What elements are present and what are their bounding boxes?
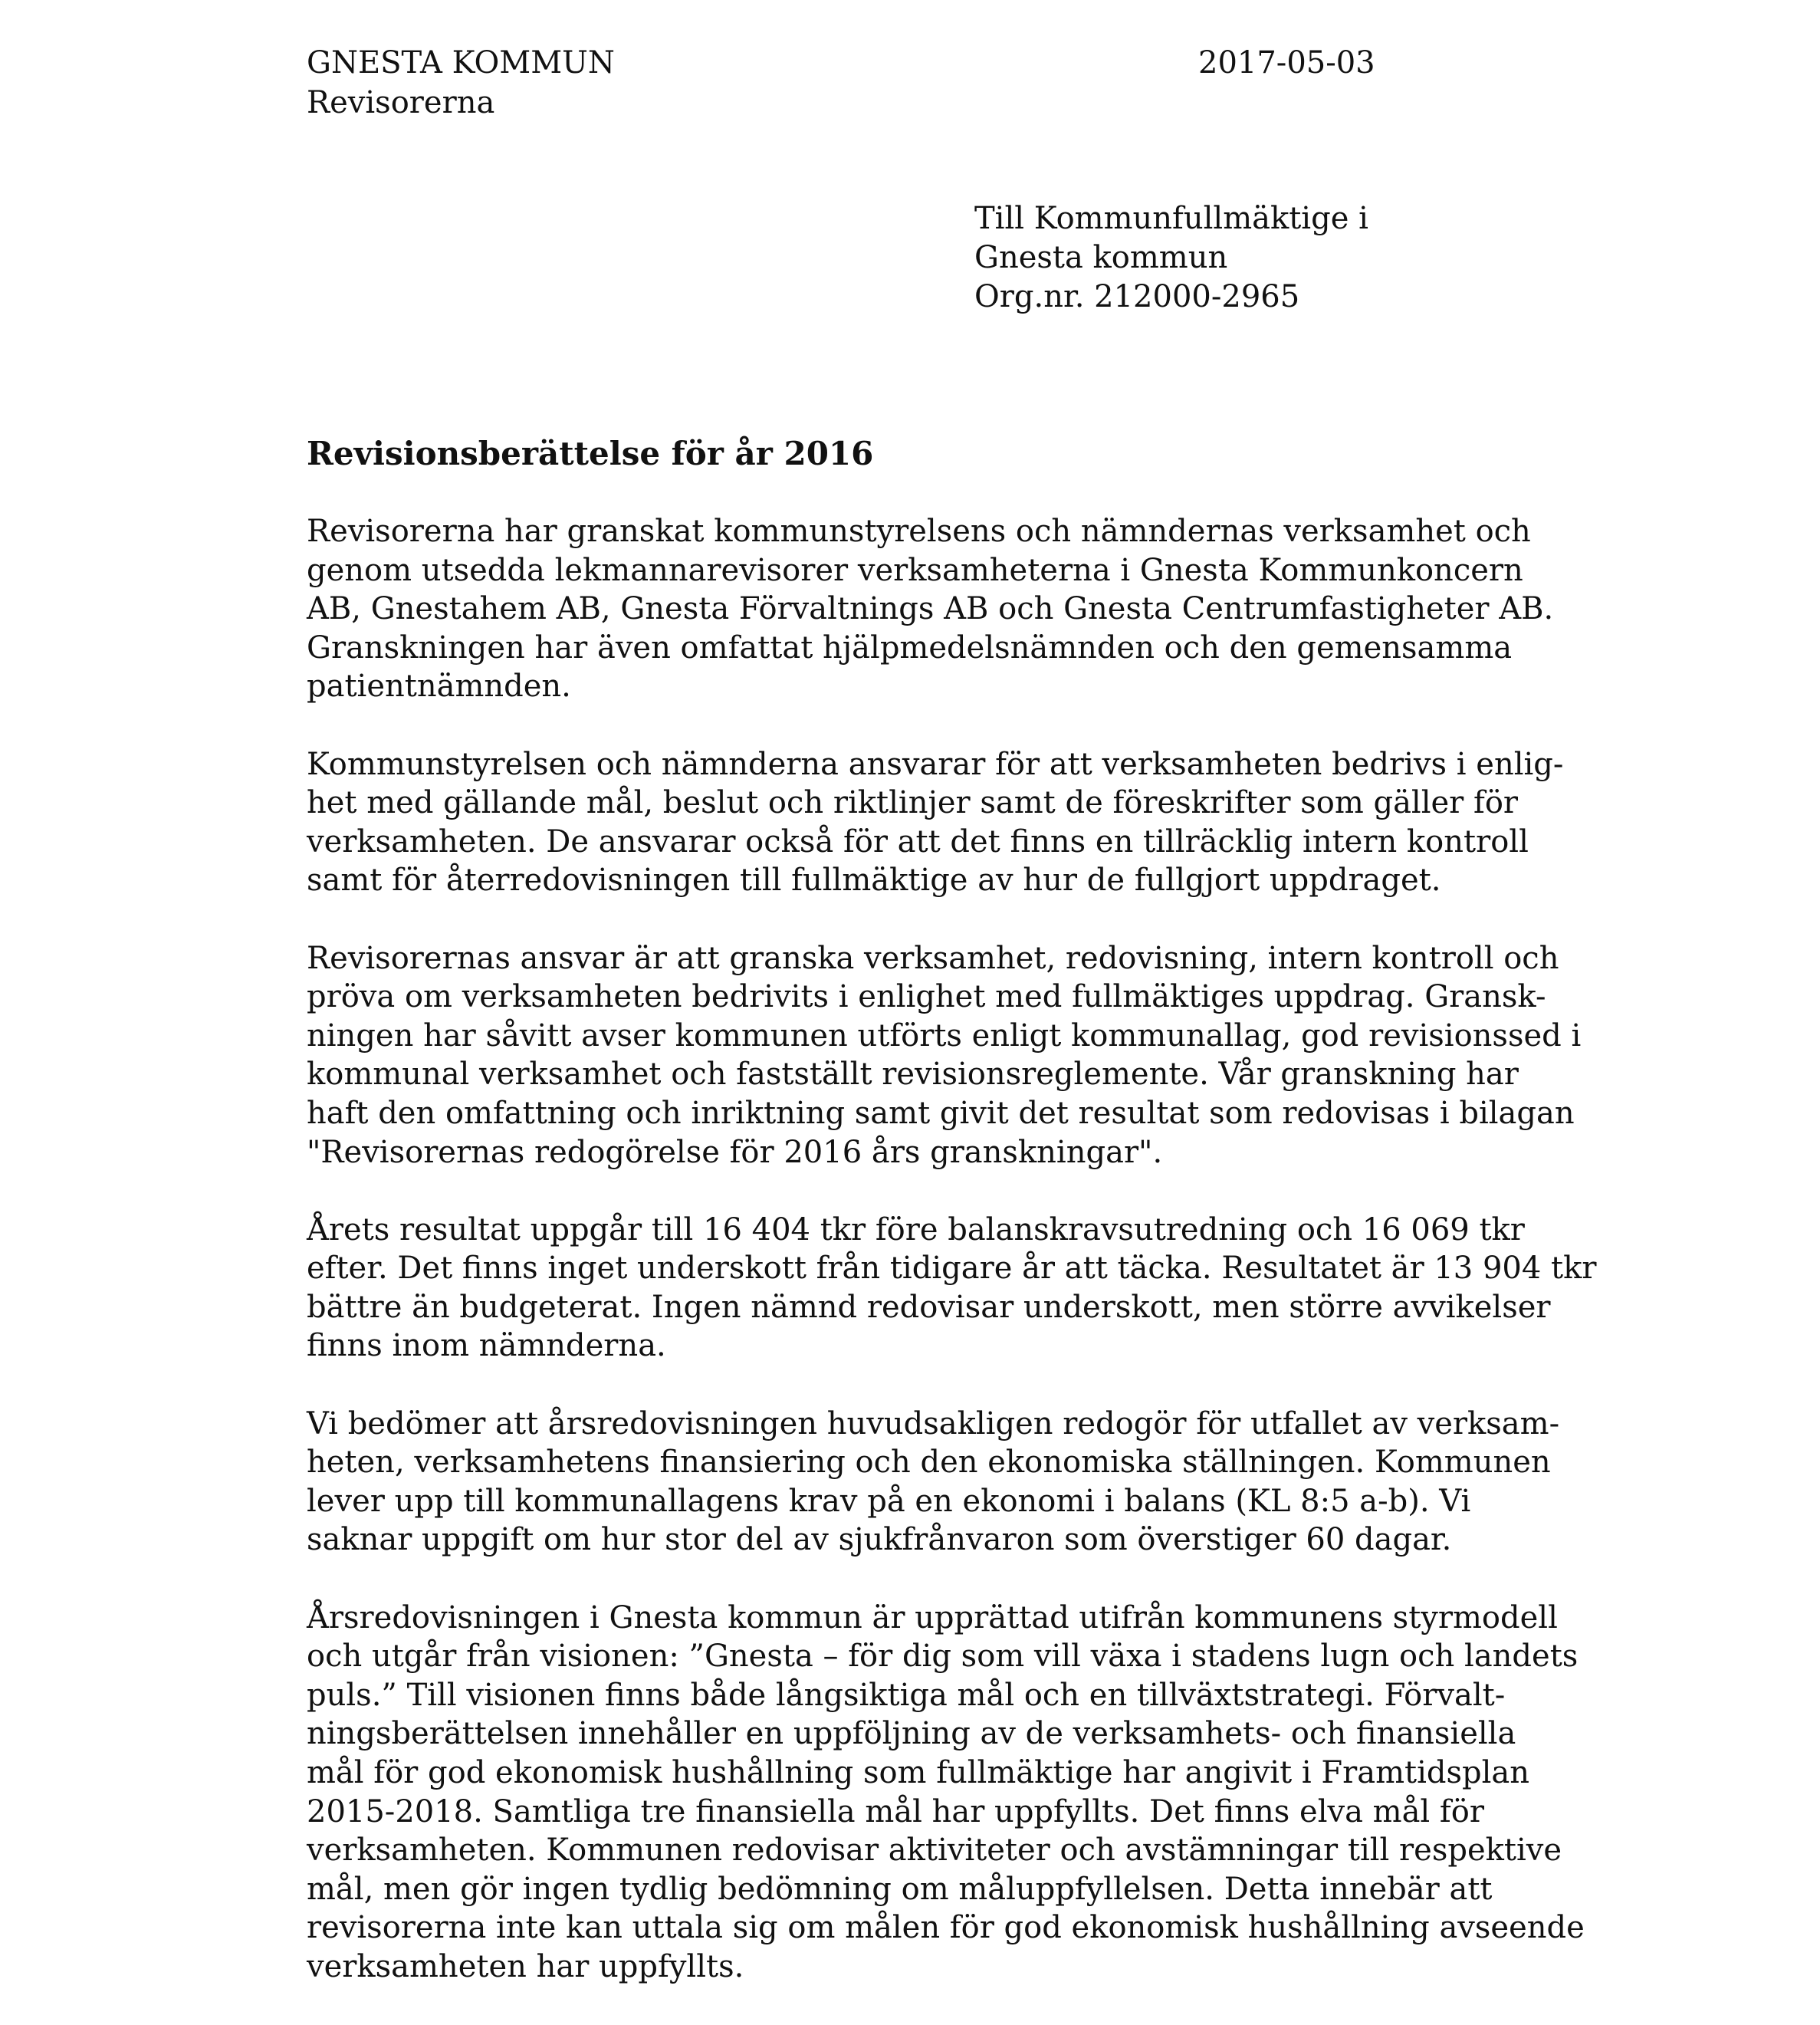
letterhead <box>307 43 615 123</box>
paragraph-line: samt för återredovisningen till fullmäktige av hur de fullgjort uppdraget. <box>307 863 1441 899</box>
paragraph-line: haft den omfattning och inriktning samt givit det resultat som redovisas i bilagan <box>307 1095 1575 1131</box>
body-paragraph <box>307 1405 1560 1560</box>
paragraph-line: Revisorerna har granskat kommunstyrelsens och nämndernas verksamhet och <box>307 514 1531 549</box>
body-paragraph <box>307 512 1554 706</box>
paragraph-line: genom utsedda lekmannarevisorer verksamheterna i Gnesta Kommunkoncern <box>307 552 1523 588</box>
paragraph-line: efter. Det finns inget underskott från tidigare år att täcka. Resultatet är 13 904 tkr <box>307 1251 1597 1287</box>
paragraph-line: saknar uppgift om hur stor del av sjukfrånvaron som överstiger 60 dagar. <box>307 1522 1452 1558</box>
document-title: Revisionsberättelse för år 2016 <box>307 435 874 472</box>
document-body <box>307 512 1597 2025</box>
paragraph-line: 2015-2018. Samtliga tre finansiella mål har uppfyllts. Det finns elva mål för <box>307 1793 1484 1829</box>
body-paragraph <box>307 1211 1597 1366</box>
recipient-org-number: Org.nr. 212000-2965 <box>974 279 1300 314</box>
body-paragraph <box>307 1599 1585 1987</box>
paragraph-line: AB, Gnestahem AB, Gnesta Förvaltnings AB och Gnesta Centrumfastigheter AB. <box>307 591 1554 627</box>
paragraph-line: het med gällande mål, beslut och riktlinjer samt de föreskrifter som gäller för <box>307 785 1519 821</box>
recipient-block <box>974 199 1368 317</box>
paragraph-line: finns inom nämnderna. <box>307 1328 666 1364</box>
paragraph-line: ningsberättelsen innehåller en uppföljning av de verksamhets- och finansiella <box>307 1716 1516 1752</box>
paragraph-line: verksamheten. De ansvarar också för att det finns en tillräcklig intern kontroll <box>307 823 1529 860</box>
recipient-line: Gnesta kommun <box>974 240 1228 275</box>
paragraph-line: kommunal verksamhet och fastställt revisionsreglemente. Vår granskning har <box>307 1057 1519 1093</box>
paragraph-line: mål, men gör ingen tydlig bedömning om måluppfyllelsen. Detta innebär att <box>307 1871 1493 1907</box>
paragraph-line: och utgår från visionen: ”Gnesta – för dig som vill växa i stadens lugn och landets <box>307 1639 1579 1675</box>
body-paragraph <box>307 745 1564 900</box>
org-name: GNESTA KOMMUN <box>307 45 615 81</box>
paragraph-line: verksamheten har uppfyllts. <box>307 1948 744 1984</box>
recipient-line: Till Kommunfullmäktige i <box>974 201 1368 236</box>
paragraph-line: pröva om verksamheten bedrivits i enlighet med fullmäktiges uppdrag. Gransk- <box>307 979 1546 1015</box>
paragraph-line: Granskningen har även omfattat hjälpmedelsnämnden och den gemensamma <box>307 630 1513 666</box>
paragraph-line: bättre än budgeterat. Ingen nämnd redovisar underskott, men större avvikelser <box>307 1289 1551 1325</box>
paragraph-line: heten, verksamhetens finansiering och den ekonomiska ställningen. Kommunen <box>307 1445 1551 1481</box>
paragraph-line: Revisorernas ansvar är att granska verksamhet, redovisning, intern kontroll och <box>307 940 1559 976</box>
paragraph-line: lever upp till kommunallagens krav på en ekonomi i balans (KL 8:5 a-b). Vi <box>307 1483 1471 1519</box>
paragraph-line: revisorerna inte kan uttala sig om målen för god ekonomisk hushållning avseende <box>307 1910 1585 1946</box>
paragraph-line: Årets resultat uppgår till 16 404 tkr före balanskravsutredning och 16 069 tkr <box>307 1211 1525 1248</box>
paragraph-line: mål för god ekonomisk hushållning som fullmäktige har angivit i Framtidsplan <box>307 1755 1530 1790</box>
document-date: 2017-05-03 <box>1198 45 1375 81</box>
department-name: Revisorerna <box>307 85 495 120</box>
paragraph-line: patientnämnden. <box>307 669 571 705</box>
paragraph-line: puls.” Till visionen finns både långsiktiga mål och en tillväxtstrategi. Förvalt- <box>307 1677 1506 1713</box>
paragraph-line: Vi bedömer att årsredovisningen huvudsakligen redogör för utfallet av verksam- <box>307 1405 1560 1441</box>
paragraph-line: Årsredovisningen i Gnesta kommun är upprättad utifrån kommunens styrmodell <box>307 1599 1558 1635</box>
paragraph-line: verksamheten. Kommunen redovisar aktiviteter och avstämningar till respektive <box>307 1833 1562 1869</box>
paragraph-line: "Revisorernas redogörelse för 2016 års granskningar". <box>307 1134 1163 1170</box>
paragraph-line: ningen har såvitt avser kommunen utförts enligt kommunallag, god revisionssed i <box>307 1017 1582 1054</box>
body-paragraph <box>307 939 1582 1172</box>
paragraph-line: Kommunstyrelsen och nämnderna ansvarar för att verksamheten bedrivs i enlig- <box>307 746 1564 782</box>
